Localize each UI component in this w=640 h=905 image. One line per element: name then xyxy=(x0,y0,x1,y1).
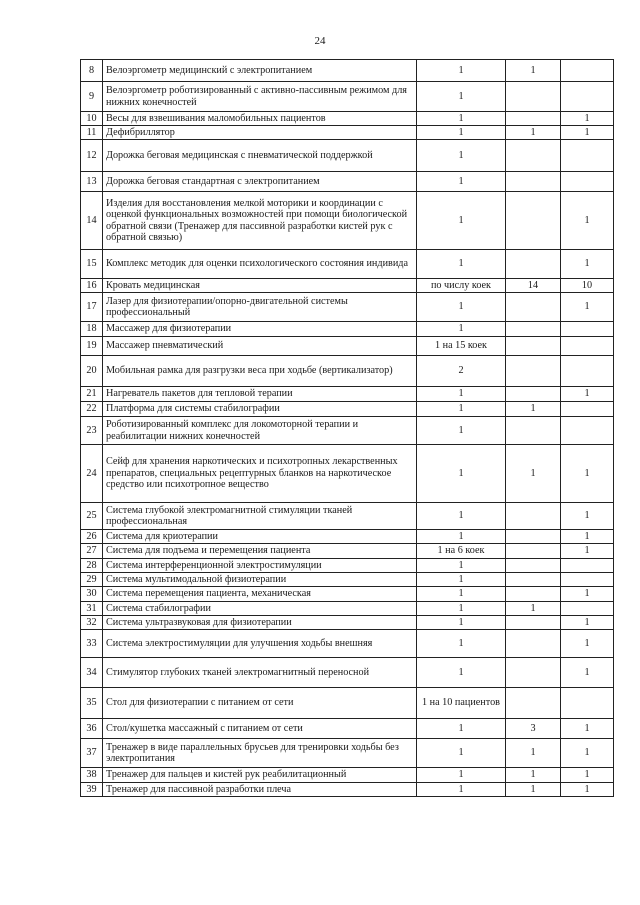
row-number: 20 xyxy=(81,356,103,387)
equipment-name: Массажер для физиотерапии xyxy=(103,322,417,337)
table-row xyxy=(81,140,614,172)
count-column-4 xyxy=(506,387,561,402)
count-column-5: 1 xyxy=(561,250,614,279)
table-row xyxy=(81,544,614,559)
row-number: 34 xyxy=(81,658,103,688)
table-row xyxy=(81,250,614,279)
count-column-5 xyxy=(561,356,614,387)
equipment-name: Система для криотерапии xyxy=(103,530,417,544)
count-column-5: 10 xyxy=(561,279,614,293)
count-column-5 xyxy=(561,602,614,616)
table-row xyxy=(81,783,614,797)
quantity: 1 xyxy=(417,250,506,279)
table-row xyxy=(81,322,614,337)
row-number: 12 xyxy=(81,140,103,172)
count-column-4 xyxy=(506,250,561,279)
equipment-name: Комплекс методик для оценки психологического состояния индивида xyxy=(103,250,417,279)
row-number: 26 xyxy=(81,530,103,544)
quantity: 1 xyxy=(417,112,506,126)
quantity: 1 xyxy=(417,719,506,739)
quantity: 1 xyxy=(417,530,506,544)
table-row xyxy=(81,387,614,402)
count-column-4 xyxy=(506,337,561,356)
quantity: по числу коек xyxy=(417,279,506,293)
count-column-4 xyxy=(506,172,561,192)
page-number: 24 xyxy=(314,35,326,47)
count-column-5 xyxy=(561,402,614,417)
equipment-name: Массажер пневматический xyxy=(103,337,417,356)
table-row xyxy=(81,402,614,417)
count-column-5 xyxy=(561,172,614,192)
count-column-5: 1 xyxy=(561,658,614,688)
equipment-name: Система стабилографии xyxy=(103,602,417,616)
row-number: 29 xyxy=(81,573,103,587)
table-row xyxy=(81,530,614,544)
quantity: 1 xyxy=(417,322,506,337)
table-row xyxy=(81,192,614,250)
equipment-name: Дорожка беговая стандартная с электропитанием xyxy=(103,172,417,192)
equipment-name: Тренажер для пассивной разработки плеча xyxy=(103,783,417,797)
count-column-5 xyxy=(561,573,614,587)
row-number: 16 xyxy=(81,279,103,293)
equipment-name: Сейф для хранения наркотических и психотропных лекарственных препаратов, специальных рецептурных бланков на наркотическое средство или психотропное вещество xyxy=(103,445,417,503)
table-row xyxy=(81,630,614,658)
count-column-5 xyxy=(561,559,614,573)
table-row xyxy=(81,658,614,688)
row-number: 18 xyxy=(81,322,103,337)
table-row xyxy=(81,293,614,322)
count-column-4 xyxy=(506,112,561,126)
row-number: 10 xyxy=(81,112,103,126)
row-number: 11 xyxy=(81,126,103,140)
quantity: 1 xyxy=(417,445,506,503)
row-number: 24 xyxy=(81,445,103,503)
count-column-4: 1 xyxy=(506,783,561,797)
count-column-4: 1 xyxy=(506,445,561,503)
quantity: 1 xyxy=(417,559,506,573)
equipment-name: Стол для физиотерапии с питанием от сети xyxy=(103,688,417,719)
equipment-name: Тренажер для пальцев и кистей рук реабилитационный xyxy=(103,768,417,783)
quantity: 1 xyxy=(417,60,506,82)
count-column-5 xyxy=(561,417,614,445)
count-column-4 xyxy=(506,559,561,573)
count-column-4 xyxy=(506,322,561,337)
row-number: 37 xyxy=(81,739,103,768)
count-column-5: 1 xyxy=(561,719,614,739)
row-number: 15 xyxy=(81,250,103,279)
equipment-name: Дорожка беговая медицинская с пневматической поддержкой xyxy=(103,140,417,172)
count-column-5: 1 xyxy=(561,503,614,530)
quantity: 1 xyxy=(417,387,506,402)
quantity: 1 xyxy=(417,503,506,530)
table-row xyxy=(81,688,614,719)
table-row xyxy=(81,356,614,387)
count-column-4 xyxy=(506,688,561,719)
equipment-name: Стол/кушетка массажный с питанием от сети xyxy=(103,719,417,739)
quantity: 1 xyxy=(417,293,506,322)
count-column-5: 1 xyxy=(561,293,614,322)
row-number: 8 xyxy=(81,60,103,82)
equipment-name: Изделия для восстановления мелкой моторики и координации с оценкой функциональных возможностей при помощи биологической обратной связи (Тренажер для пассивной разработки кистей рук с обратной связью) xyxy=(103,192,417,250)
equipment-name: Лазер для физиотерапии/опорно-двигательной системы профессиональный xyxy=(103,293,417,322)
count-column-5: 1 xyxy=(561,630,614,658)
row-number: 38 xyxy=(81,768,103,783)
quantity: 1 на 15 коек xyxy=(417,337,506,356)
quantity: 1 xyxy=(417,82,506,112)
count-column-4 xyxy=(506,140,561,172)
quantity: 1 xyxy=(417,602,506,616)
table-row xyxy=(81,587,614,602)
quantity: 1 xyxy=(417,172,506,192)
row-number: 25 xyxy=(81,503,103,530)
row-number: 33 xyxy=(81,630,103,658)
count-column-5: 1 xyxy=(561,530,614,544)
table-row xyxy=(81,172,614,192)
count-column-4: 3 xyxy=(506,719,561,739)
count-column-5 xyxy=(561,140,614,172)
equipment-name: Система глубокой электромагнитной стимуляции тканей профессиональная xyxy=(103,503,417,530)
quantity: 1 xyxy=(417,630,506,658)
table-row xyxy=(81,126,614,140)
count-column-5: 1 xyxy=(561,112,614,126)
count-column-5: 1 xyxy=(561,192,614,250)
row-number: 36 xyxy=(81,719,103,739)
quantity: 1 xyxy=(417,140,506,172)
table-row xyxy=(81,445,614,503)
quantity: 1 xyxy=(417,616,506,630)
count-column-4: 14 xyxy=(506,279,561,293)
count-column-4 xyxy=(506,530,561,544)
count-column-5: 1 xyxy=(561,768,614,783)
count-column-4 xyxy=(506,630,561,658)
row-number: 35 xyxy=(81,688,103,719)
table-row xyxy=(81,573,614,587)
count-column-4 xyxy=(506,293,561,322)
equipment-name: Система интерференционной электростимуляции xyxy=(103,559,417,573)
row-number: 28 xyxy=(81,559,103,573)
row-number: 31 xyxy=(81,602,103,616)
equipment-name: Мобильная рамка для разгрузки веса при ходьбе (вертикализатор) xyxy=(103,356,417,387)
count-column-5: 1 xyxy=(561,587,614,602)
equipment-name: Кровать медицинская xyxy=(103,279,417,293)
quantity: 1 xyxy=(417,126,506,140)
table-row xyxy=(81,279,614,293)
count-column-4: 1 xyxy=(506,126,561,140)
count-column-4 xyxy=(506,616,561,630)
equipment-name: Стимулятор глубоких тканей электромагнитный переносной xyxy=(103,658,417,688)
count-column-4 xyxy=(506,417,561,445)
equipment-name: Система ультразвуковая для физиотерапии xyxy=(103,616,417,630)
quantity: 1 на 10 пациентов xyxy=(417,688,506,719)
row-number: 17 xyxy=(81,293,103,322)
equipment-name: Велоэргометр медицинский с электропитанием xyxy=(103,60,417,82)
quantity: 1 на 6 коек xyxy=(417,544,506,559)
equipment-table xyxy=(80,59,614,797)
table-row xyxy=(81,60,614,82)
quantity: 1 xyxy=(417,658,506,688)
quantity: 1 xyxy=(417,402,506,417)
count-column-4: 1 xyxy=(506,60,561,82)
row-number: 9 xyxy=(81,82,103,112)
count-column-4 xyxy=(506,587,561,602)
count-column-5: 1 xyxy=(561,739,614,768)
row-number: 23 xyxy=(81,417,103,445)
table-row xyxy=(81,112,614,126)
row-number: 13 xyxy=(81,172,103,192)
count-column-5: 1 xyxy=(561,387,614,402)
count-column-5: 1 xyxy=(561,126,614,140)
count-column-4 xyxy=(506,192,561,250)
count-column-4: 1 xyxy=(506,602,561,616)
count-column-4 xyxy=(506,658,561,688)
row-number: 39 xyxy=(81,783,103,797)
table-row xyxy=(81,82,614,112)
equipment-name: Велоэргометр роботизированный с активно-пассивным режимом для нижних конечностей xyxy=(103,82,417,112)
row-number: 14 xyxy=(81,192,103,250)
table-row xyxy=(81,739,614,768)
count-column-5 xyxy=(561,82,614,112)
count-column-4 xyxy=(506,503,561,530)
count-column-5 xyxy=(561,60,614,82)
table-row xyxy=(81,602,614,616)
count-column-5 xyxy=(561,322,614,337)
row-number: 27 xyxy=(81,544,103,559)
count-column-5 xyxy=(561,337,614,356)
quantity: 1 xyxy=(417,192,506,250)
row-number: 30 xyxy=(81,587,103,602)
equipment-name: Система перемещения пациента, механическая xyxy=(103,587,417,602)
count-column-4: 1 xyxy=(506,739,561,768)
quantity: 1 xyxy=(417,573,506,587)
equipment-name: Роботизированный комплекс для локомоторной терапии и реабилитации нижних конечностей xyxy=(103,417,417,445)
quantity: 1 xyxy=(417,768,506,783)
count-column-5 xyxy=(561,688,614,719)
table-row xyxy=(81,503,614,530)
equipment-name: Нагреватель пакетов для тепловой терапии xyxy=(103,387,417,402)
equipment-name: Платформа для системы стабилографии xyxy=(103,402,417,417)
count-column-4 xyxy=(506,82,561,112)
quantity: 1 xyxy=(417,783,506,797)
count-column-4 xyxy=(506,356,561,387)
table-row xyxy=(81,616,614,630)
count-column-4 xyxy=(506,544,561,559)
table-row xyxy=(81,337,614,356)
count-column-4: 1 xyxy=(506,402,561,417)
count-column-5: 1 xyxy=(561,445,614,503)
table-row xyxy=(81,768,614,783)
equipment-name: Система для подъема и перемещения пациента xyxy=(103,544,417,559)
table-row xyxy=(81,559,614,573)
row-number: 21 xyxy=(81,387,103,402)
equipment-name: Система мультимодальной физиотерапии xyxy=(103,573,417,587)
count-column-5: 1 xyxy=(561,783,614,797)
equipment-name: Дефибриллятор xyxy=(103,126,417,140)
quantity: 1 xyxy=(417,739,506,768)
equipment-name: Весы для взвешивания маломобильных пациентов xyxy=(103,112,417,126)
row-number: 32 xyxy=(81,616,103,630)
equipment-name: Система электростимуляции для улучшения ходьбы внешняя xyxy=(103,630,417,658)
quantity: 1 xyxy=(417,417,506,445)
count-column-4 xyxy=(506,573,561,587)
count-column-5: 1 xyxy=(561,544,614,559)
row-number: 19 xyxy=(81,337,103,356)
table-body xyxy=(81,60,614,797)
table-row xyxy=(81,417,614,445)
equipment-name: Тренажер в виде параллельных брусьев для тренировки ходьбы без электропитания xyxy=(103,739,417,768)
count-column-4: 1 xyxy=(506,768,561,783)
table-row xyxy=(81,719,614,739)
quantity: 2 xyxy=(417,356,506,387)
count-column-5: 1 xyxy=(561,616,614,630)
quantity: 1 xyxy=(417,587,506,602)
row-number: 22 xyxy=(81,402,103,417)
